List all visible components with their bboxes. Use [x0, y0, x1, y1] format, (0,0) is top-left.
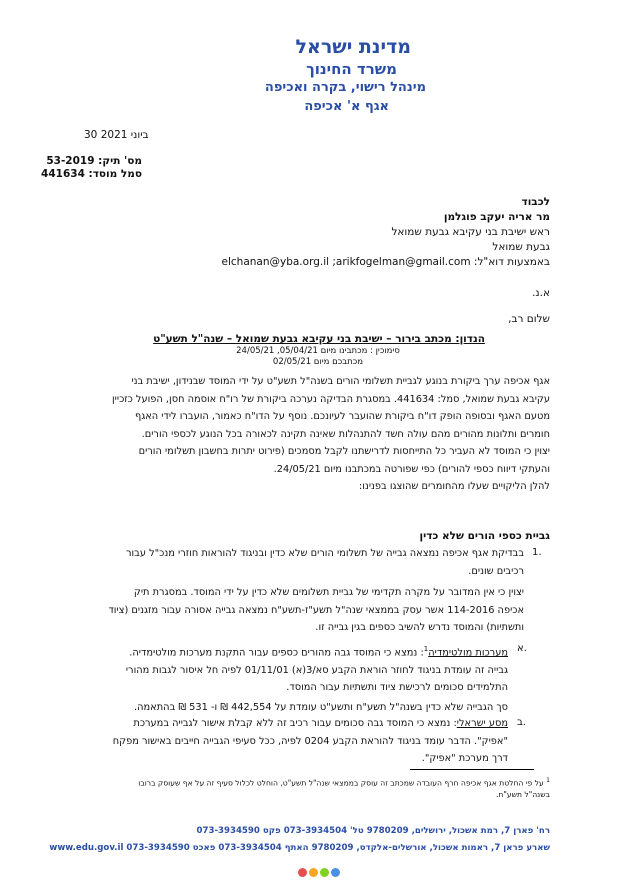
institution-code: סמל מוסד: 441634	[41, 168, 142, 180]
subject-title: הנדון: מכתב בירור – ישיבת בני עקיבא גבעת שמואל – שנה"ל תשע"ט	[153, 333, 485, 345]
item1-cont-line: אכיפה 114-2016 אשר עסק בממצאי שנה"ל תשע"ז-תשע"ח נמצאה גבייה אסורה עבור מזגנים (ציוד	[108, 604, 524, 616]
item1-line: רכיבים שונים.	[468, 565, 524, 577]
email-label: באמצעות דוא"ל:	[473, 256, 550, 268]
letter-date: 30 ביוני 2021	[84, 129, 149, 141]
item1-continuation	[84, 584, 524, 637]
footnote-divider	[410, 769, 534, 770]
greeting-shalom: שלום רב,	[508, 313, 550, 325]
addressee-name: מר אריה יעקב פוגלמן	[443, 211, 550, 223]
email-addresses[interactable]: elchanan@yba.org.il ;arikfogelman@gmail.com	[221, 256, 471, 268]
addressee-block	[220, 195, 550, 270]
item-a-text	[88, 641, 508, 716]
item-a-title: מערכות מולטימדיה	[428, 647, 508, 659]
header-ministry: משרד החינוך	[306, 60, 397, 78]
item1-number: 1.	[532, 547, 542, 558]
subject-ref1: סימוכין : מכתבינו מיום 05/04/21, 24/05/21	[236, 346, 400, 356]
footnote-line: בשנה"ל תשע"ח.	[496, 789, 550, 799]
intro-line: אגף אכיפה ערך ביקורת בנוגע לגביית תשלומי הורים בשנה"ל תשע"ט על ידי המוסד שבנידון, ישיבת בני	[131, 376, 550, 387]
footnote-line	[60, 775, 550, 789]
intro-line: מטעם האגף ובסופה הופק דו"ח ביקורת שהועבר לעיונכם. נוסף על הדו"ח כאמור, הועברו לידי האגף	[134, 411, 550, 422]
logo-dot	[331, 868, 340, 877]
subject-ref2: מכתבכם מיום 02/05/21	[272, 357, 364, 367]
footer-address-arabic[interactable]: שארע פראן 7, ראמות אשכול, אורשלים-אלקדס, 9780209 האתף 073-3934504 פאכס 073-3934590 www.edu.gov.il	[49, 843, 550, 853]
item-b-first-line: : נמצא כי המוסד גבה סכומים עבור רכיב זה ללא קבלת אישור לגבייה במערכת	[133, 718, 457, 729]
ministry-logo	[298, 868, 342, 880]
footnote-text: על פי החלטת אגף אכיפה חרף העובדה שמכתב זה עוסק בממצאי שנה"ל תשע"ט, הוחלט לכלול סעיף זה על אף שעוסק ברובו	[138, 778, 544, 788]
logo-dot	[298, 868, 307, 877]
header-administration: מינהל רישוי, בקרה ואכיפה	[264, 80, 426, 95]
item1-cont-line: יצוין כי אין המדובר על מקרה תקדימי של גביית תשלומים שלא כדין על ידי המוסד. במסגרת תיק	[133, 587, 524, 598]
intro-line: להלן הליקויים שעלו מהחומרים שהוצגו בפנינו:	[358, 481, 550, 492]
item-b-line: "אפיק". הדבר עומד בניגוד להוראת הקבע 0204 לפיה, ככל סעיפי הגבייה חייבים באישור מפקח	[112, 735, 508, 747]
header-department: אגף א' אכיפה	[304, 99, 389, 114]
footnote-ref[interactable]: 1	[423, 645, 429, 653]
item-b-text	[88, 715, 508, 768]
intro-paragraph	[80, 373, 550, 496]
header-state: מדינת ישראל	[295, 36, 411, 58]
item-b-line	[88, 715, 508, 733]
file-number: מס' תיק: 53-2019	[46, 155, 142, 167]
item1-line: בבדיקת אגף אכיפה נמצאה גבייה של תשלומי הורים שלא כדין ובניגוד להוראות חוזרי מנכ"ל עבור	[125, 548, 524, 559]
item-a-line: התלמידים סכומים לרכישת ציוד ותשתיות עבור המוסד.	[286, 682, 508, 694]
item-a-total: סך הגבייה שלא כדין בשנה"ל תשע"ח ותשע"ט עומדת על 442,554 ₪ ו- 531 ₪ בהתאמה.	[134, 701, 508, 713]
addressee-to: לכבוד	[521, 196, 550, 208]
logo-dot	[320, 868, 329, 877]
footer-address-hebrew: רח' פארן 7, רמת אשכול, ירושלים, 9780209 טל' 073-3934504 פקס 073-3934590	[196, 826, 550, 836]
addressee-email-line	[220, 255, 550, 270]
footnote-mark: 1	[546, 777, 550, 784]
item-a-line	[88, 641, 508, 662]
item-a-first-line: : נמצא כי המוסד גבה מהורים כספים עבור התקנת מערכות מולטימדיה.	[129, 647, 424, 659]
intro-line: עקיבא גבעת שמואל, סמל: 441634. במסגרת הבדיקה נערכה ביקורת של רו"ח אוסמה חסן, הפועל כזכיין	[112, 393, 550, 405]
addressee-role: ראש ישיבת בני עקיבא גבעת שמואל	[391, 226, 550, 238]
intro-line: והעתקי דיווח כספי להורים) כפי שפורטה במכתבנו מיום 24/05/21.	[273, 463, 550, 475]
section-heading: גביית כספי הורים שלא כדין	[419, 530, 550, 542]
item-b-number: ב.	[517, 717, 526, 728]
item-b-line: דרך מערכת "אפיק".	[421, 753, 508, 764]
footnote	[60, 775, 550, 800]
intro-line: יצוין כי המוסד לא העביר כל התייחסות לדרישתנו לקבל מסמכים (פירוט יתרות בחשבון תשלומי הורים	[138, 446, 550, 457]
item1-text	[84, 545, 524, 580]
item1-cont-line: ותשתיות) והמוסד נדרש להשיב כספים בגין גבייה זו.	[315, 622, 524, 633]
addressee-city: גבעת שמואל	[492, 241, 550, 253]
logo-dot	[309, 868, 318, 877]
greeting-an: א.נ.	[532, 287, 550, 299]
intro-line: חומרים ותלונות מהורים מהם עולה חשד להתנהלות שאינה תקינה לכאורה בכל הנוגע לכספי הורים.	[141, 428, 550, 440]
item-b-title: מסע ישראלי	[456, 718, 508, 729]
item-a-line: גבייה זה עומדת בניגוד לחוזר הוראת הקבע סא/3(א) 01/11/01 לפיה חל איסור לגבות מהורי	[125, 664, 508, 676]
item-a-number: א.	[517, 643, 527, 654]
